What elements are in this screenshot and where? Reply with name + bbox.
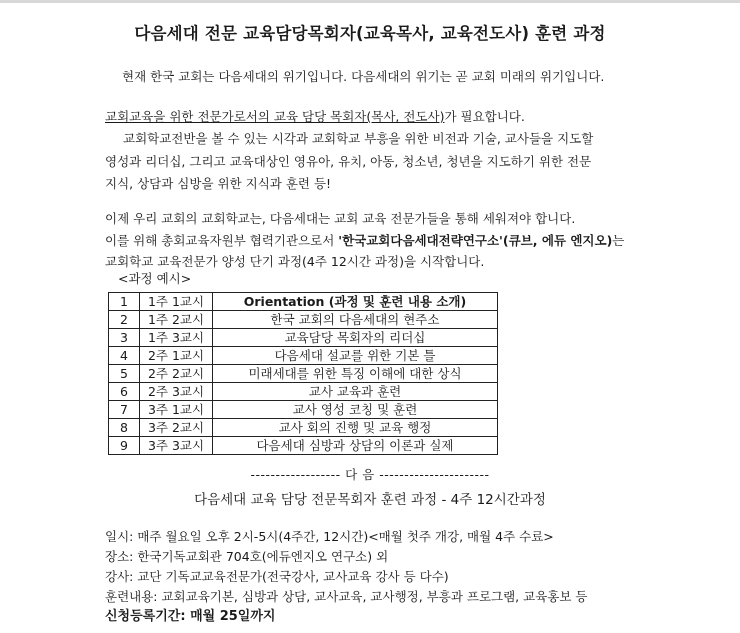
row-topic: Orientation (과정 및 훈련 내용 소개) (213, 293, 498, 311)
row-period: 3주 2교시 (140, 419, 213, 437)
row-period: 2주 2교시 (140, 365, 213, 383)
announcement-line-2-post: 는 (612, 232, 625, 248)
row-topic: 한국 교회의 다음세대의 현주소 (213, 311, 498, 329)
need-rest-text: 가 필요합니다. (444, 109, 525, 124)
description-line-1: 교회학교전반을 볼 수 있는 시각과 교회학교 부흥을 위한 비전과 기술, 교사들을 지도할 (123, 131, 594, 146)
row-topic: 다음세대 설교를 위한 기본 틀 (213, 347, 498, 365)
table-row (109, 437, 498, 455)
need-statement (105, 106, 665, 128)
course-table (108, 292, 498, 455)
info-schedule: 일시: 매주 월요일 오후 2시-5시(4주간, 12시간)<매월 첫주 개강, 매월 4주 수료> (105, 529, 554, 544)
row-period: 3주 3교시 (140, 437, 213, 455)
table-row (109, 383, 498, 401)
institute-name: '한국교회다음세대전략연구소'(큐브, 에듀 엔지오) (338, 232, 613, 248)
section-separator: ------------------ 다 음 ---------------------- (250, 467, 490, 482)
table-row (109, 347, 498, 365)
row-number: 8 (109, 419, 140, 437)
announcement-line-1: 이제 우리 교회의 교회학교는, 다음세대는 교회 교육 전문가들을 통해 세워져야 합니다. (105, 211, 576, 226)
row-topic: 미래세대를 위한 특징 이해에 대한 상식 (213, 365, 498, 383)
row-number: 6 (109, 383, 140, 401)
table-row (109, 329, 498, 347)
announcement-line-2 (105, 230, 665, 252)
info-deadline: 신청등록기간: 매월 25일까지 (105, 609, 276, 624)
info-lecturer: 강사: 교단 기독교교육전문가(전국강사, 교사교육 강사 등 다수) (105, 569, 449, 584)
table-row (109, 419, 498, 437)
row-period: 2주 1교시 (140, 347, 213, 365)
table-row (109, 293, 498, 311)
description-paragraph (105, 128, 665, 196)
row-number: 4 (109, 347, 140, 365)
top-divider (0, 0, 740, 3)
announcement-line-2-pre: 이를 위해 총회교육자원부 협력기관으로서 (105, 232, 339, 248)
program-subtitle: 다음세대 교육 담당 전문목회자 훈련 과정 - 4주 12시간과정 (194, 492, 546, 508)
row-topic: 교사 교육과 훈련 (213, 383, 498, 401)
row-number: 3 (109, 329, 140, 347)
row-topic: 다음세대 심방과 상담의 이론과 실제 (213, 437, 498, 455)
description-line-2: 영성과 리더십, 그리고 교육대상인 영유아, 유치, 아동, 청소년, 청년을 지도하기 위한 전문 (105, 153, 592, 169)
row-period: 2주 3교시 (140, 383, 213, 401)
table-row (109, 365, 498, 383)
table-caption: <과정 예시> (118, 271, 192, 286)
intro-paragraph: 현재 한국 교회는 다음세대의 위기입니다. 다음세대의 위기는 곧 교회 미래의 위기입니다. (122, 69, 605, 84)
table-row (109, 401, 498, 419)
row-period: 1주 2교시 (140, 311, 213, 329)
program-info (105, 527, 725, 627)
row-number: 1 (109, 293, 140, 311)
document-title: 다음세대 전문 교육담당목회자(교육목사, 교육전도사) 훈련 과정 (134, 24, 606, 43)
row-topic: 교사 영성 코칭 및 훈련 (213, 401, 498, 419)
table-row (109, 311, 498, 329)
row-number: 7 (109, 401, 140, 419)
announcement-paragraph (105, 208, 665, 273)
row-number: 9 (109, 437, 140, 455)
row-number: 2 (109, 311, 140, 329)
announcement-line-3: 교회학교 교육전문가 양성 단기 과정(4주 12시간 과정)을 시작합니다. (105, 254, 485, 269)
row-period: 3주 1교시 (140, 401, 213, 419)
need-underlined-text: 교회교육을 위한 전문가로서의 교육 담당 목회자(목사, 전도사) (105, 109, 445, 124)
info-place: 장소: 한국기독교회관 704호(에듀엔지오 연구소) 외 (105, 549, 389, 564)
row-period: 1주 1교시 (140, 293, 213, 311)
info-content: 훈련내용: 교회교육기본, 심방과 상담, 교사교육, 교사행정, 부흥과 프로그램, 교육홍보 등 (105, 589, 588, 604)
row-period: 1주 3교시 (140, 329, 213, 347)
description-line-3: 지식, 상담과 심방을 위한 지식과 훈련 등! (105, 176, 332, 191)
row-number: 5 (109, 365, 140, 383)
row-topic: 교육담당 목회자의 리더십 (213, 329, 498, 347)
row-topic: 교사 회의 진행 및 교육 행정 (213, 419, 498, 437)
